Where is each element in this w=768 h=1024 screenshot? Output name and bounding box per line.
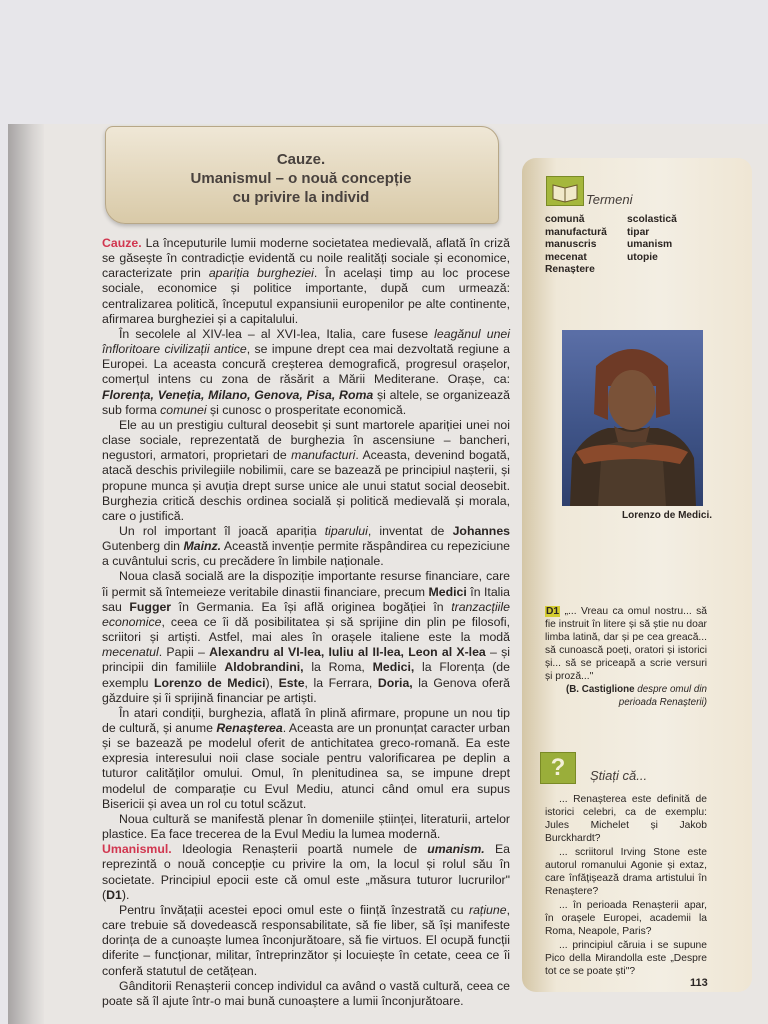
text-run: și altele, se organizează sub forma: [102, 387, 510, 417]
list-item: ... Renașterea este definită de istorici celebri, ca de exemplu: Jules Michelet și Jakob Burckhardt?: [545, 794, 707, 844]
paragraph-humanism: [102, 842, 510, 903]
section-heading: Cauze.: [102, 236, 142, 250]
page-title: [105, 150, 497, 207]
list-item: ... scriitorul Irving Stone este autorul romanului Agonie și extaz, care înfățișează drama artistului în Renaștere?: [545, 847, 707, 897]
quote-author: (B. Castiglione: [565, 684, 635, 695]
text-run: , se impune drept cea mai dezvoltată regiune a Europei. La aceasta concură creșterea demografică, progresul orașelor, comerțul intens cu zona de răsărit a Mării Mediterane. Orașe, ca:: [102, 342, 511, 387]
text-run: Această invenție permite răspândirea cu repeziciune a cuvântului scris, cu precădere în limbile naționale.: [102, 539, 510, 569]
main-text-column: [102, 236, 510, 1009]
text-run: . Papii –: [158, 645, 210, 660]
text-run: În secolele al XIV-lea – al XVI-lea, Italia, care fusese: [119, 326, 435, 341]
terms-list-2: [627, 214, 677, 264]
term-item: Renaștere: [545, 264, 595, 275]
term-item: manufactură: [545, 226, 607, 238]
text-run: Fugger: [129, 599, 172, 614]
term-item: utopie: [627, 251, 658, 263]
paragraph-new-culture: [102, 812, 510, 842]
portrait-caption: Lorenzo de Medici.: [621, 510, 712, 521]
paragraph-renaissance: [102, 706, 510, 812]
paragraph-bourgeoisie: [102, 418, 510, 524]
text-run: umanism.: [427, 842, 485, 857]
text-run: rațiune: [468, 902, 507, 917]
paragraph-thinkers: [102, 979, 510, 1009]
text-run: , ceea ce îi dă posibilitatea și să sprijine din plin pe filosofi, scriitori și artiști. Astfel, mai ales în orașele italiene este la modă: [102, 614, 510, 645]
quote-source-desc: despre omul din perioada Renașterii): [618, 684, 707, 708]
text-run: , la Ferrara,: [304, 675, 378, 690]
term-item: manuscris: [545, 239, 597, 250]
text-run: manufacturi: [291, 448, 356, 463]
text-run: . Aceasta, devenind bogată, atacă deschis privilegiile nobilimii, care se bazează pe principiul nașterii, și propune munca și avuția drept surse unice ale unui statut social deosebit. Burghezia critică deschis ordinea socială și politică medievală și morala, care o justifică.: [102, 448, 510, 523]
text-run: Un rol important îl joacă apariția: [119, 523, 325, 538]
text-run: în Germania. Ea își află originea bogăției în: [171, 599, 452, 614]
text-run: la Florența (de exemplu: [102, 660, 510, 690]
text-run: Mainz.: [183, 539, 222, 554]
page-spine-shadow: [8, 124, 44, 1024]
portrait-image: [562, 330, 703, 506]
section-heading: Umanismul.: [102, 842, 172, 857]
text-run: și cunosc o prosperitate economică.: [206, 402, 407, 417]
text-run: La începuturile lumii moderne societatea medievală, aflată în criză se găsește în contradicție evidentă cu noile realități sociale și economice, caracterizate prin: [102, 236, 510, 281]
text-run: Ele au un prestigiu cultural deosebit și sunt martorele apariției unei noi clase sociale, reprezentată de burghezia în ascensiune – bancheri, negustori, armatori, proprietari de: [102, 417, 510, 463]
text-run: . Aceasta are un pronunțat caracter urban și se bazează pe modelul oferit de antichitatea greco-romană. Ea este expresia interesului noii clase sociale pentru valorificarea pe deplin a tuturor calităților omului. Omul, în plenitudinea sa, se impune drept modelul de comparație cu Evul Mediu, atunci când omul era supus Bisericii și avea un rol cu totul scăzut.: [102, 721, 511, 811]
terms-heading: Termeni: [586, 192, 633, 207]
paragraph-italy: [102, 327, 510, 418]
page-number: 113: [690, 977, 708, 989]
term-item: mecenat: [545, 251, 587, 263]
text-run: În atari condiții, burghezia, aflată în plină afirmare, propune un nou tip de cultură, și anume: [102, 705, 510, 735]
paragraph-man: [102, 903, 510, 979]
text-run: ),: [265, 675, 279, 690]
title-line-2: Umanismul – o nouă concepție: [190, 170, 412, 187]
text-run: Noua cultură se manifestă plenar în domeniile științei, literaturii, artelor plastice. Ea face trecerea de la Evul Mediu la lumea modernă.: [102, 811, 510, 842]
terms-list-1: [545, 214, 607, 277]
list-item: ... în perioada Renașterii apar, în orașele Europei, academii la Roma, Neapole, Paris?: [545, 900, 707, 937]
text-run: apariția burgheziei: [208, 266, 314, 281]
text-run: Medici: [428, 584, 467, 599]
text-run: Gânditorii Renașterii concep individul ca având o vastă cultură, ceea ce poate să îl ajute într-o mai bună cunoaștere a lumii înconjurătoare.: [102, 978, 510, 1008]
text-run: , inventat de: [367, 523, 453, 538]
paragraph-patronage: [102, 569, 510, 705]
text-run: Florența, Veneția, Milano, Genova, Pisa, Roma: [102, 387, 374, 402]
text-run: Aldobrandini,: [224, 660, 304, 675]
question-glyph: ?: [550, 754, 566, 781]
question-icon: [540, 752, 576, 784]
list-item: ... principiul căruia i se supune Pico della Mirandolla este „Despre tot ce se poate ști"?: [545, 940, 707, 977]
title-line-1: Cauze.: [276, 151, 326, 168]
text-run: în Italia sau: [102, 584, 510, 614]
text-run: Ideologia Renașterii poartă numele de: [171, 842, 428, 857]
text-run: la Roma,: [303, 660, 373, 675]
text-run: comunei: [160, 402, 207, 417]
text-run: Medici,: [372, 660, 415, 675]
did-you-know-heading: Știați că...: [590, 768, 648, 783]
text-run: D1: [106, 887, 122, 902]
text-run: , care trebuie să dovedească responsabilitate, să fie liber, să își manifeste dorința de a cunoaște lumea înconjurătoare, să fie virtuos. El ocupă funcții diferite – funcționar, militar, întreprinzător și locuiește în cetate, ceea ce îi conferă statutul de cetățean.: [102, 902, 510, 978]
d1-tag: D1: [546, 606, 560, 617]
paragraph-causes: [102, 236, 510, 327]
title-line-3: cu privire la individ: [232, 189, 370, 206]
text-run: Johannes: [452, 523, 510, 538]
term-item: umanism: [627, 239, 673, 250]
source-quote: [545, 605, 707, 709]
text-run: mecenatul: [102, 645, 159, 660]
text-run: Lorenzo de Medici: [154, 675, 266, 690]
term-item: scolastică: [627, 214, 677, 225]
paragraph-printing: [102, 524, 510, 569]
quote-text: „... Vreau ca omul nostru... să fie instruit în litere și să știe nu doar limba latină, dar și pe cea greacă... să cunoască poeți, oratori și istorici și... să se priceapă a scrie versuri și proză...": [545, 606, 707, 682]
term-item: tipar: [627, 226, 650, 238]
text-run: Alexandru al VI-lea, Iuliu al II-lea, Leon al X-lea: [209, 645, 486, 660]
text-run: Pentru învățații acestei epoci omul este o ființă înzestrată cu: [119, 902, 469, 917]
text-run: ).: [121, 887, 130, 902]
text-run: Doria,: [377, 675, 413, 690]
text-run: tranzacțiile economice: [102, 599, 510, 629]
text-run: leagănul unei înfloritoare civilizații antice: [102, 326, 510, 357]
text-run: Renașterea: [216, 721, 283, 735]
text-run: – și principii din familiile: [102, 645, 510, 675]
text-run: tiparului: [324, 523, 368, 538]
book-icon: [546, 176, 584, 206]
text-run: la Genova oferă găzduire și îi sprijină financiar pe artiști.: [102, 675, 510, 705]
text-run: Este: [278, 675, 305, 690]
text-run: Ea reprezintă o nouă concepție cu privire la om, la locul și rolul său în societate. Principiul epocii este că omul este „măsura tuturor lucrurilor" (: [102, 842, 510, 902]
text-run: Noua clasă socială are la dispoziție importante resurse financiare, care îi permit să întemeieze veritabile dinastii financiare, precum: [102, 569, 510, 599]
term-item: comună: [545, 214, 585, 225]
text-run: . În același timp au loc procese sociale, economice și politice importante, după cum urmează: centralizarea politică, începutul expansiunii europenilor pe alte continente, afirmarea burgheziei și a capitalului.: [102, 266, 511, 326]
text-run: Gutenberg din: [102, 539, 184, 554]
did-you-know-list: [545, 793, 707, 979]
